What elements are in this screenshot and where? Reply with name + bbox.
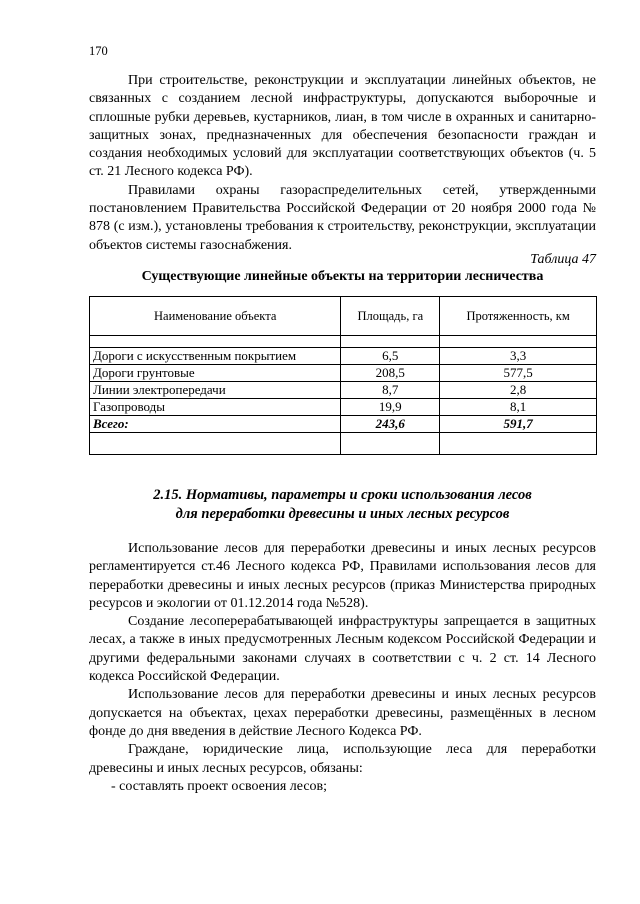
intro-text (89, 72, 596, 255)
paragraph: Граждане, юридические лица, использующие леса для переработки древесины и иных лесных ресурсов, обязаны: (89, 742, 596, 776)
column-header: Протяженность, км (440, 297, 597, 336)
length-cell: 3,3 (440, 348, 597, 365)
table-row (90, 399, 597, 416)
section-title-line: 2.15. Нормативы, параметры и сроки использования лесов (153, 487, 532, 503)
section-body (89, 540, 596, 796)
total-label-cell: Всего: (90, 416, 341, 433)
object-name-cell: Линии электропередачи (90, 382, 341, 399)
table-number-label: Таблица 47 (530, 252, 596, 267)
paragraph: Создание лесоперерабатывающей инфраструктуры запрещается в защитных лесах, а также в иных предусмотренных Лесным кодексом Российской Федерации и другими федеральными законами случаях в соответствии с ч. 2 ст. 14 Лесного кодекса Российской Федерации. (89, 614, 596, 685)
table-spacer-row (90, 336, 597, 348)
object-name-cell: Газопроводы (90, 399, 341, 416)
total-length-cell: 591,7 (440, 416, 597, 433)
area-cell: 19,9 (341, 399, 440, 416)
table-row (90, 382, 597, 399)
table-spacer-row (90, 433, 597, 455)
column-header: Наименование объекта (90, 297, 341, 336)
table-header-row (90, 297, 597, 336)
linear-objects-table (89, 296, 597, 455)
area-cell: 208,5 (341, 365, 440, 382)
table-total-row (90, 416, 597, 433)
area-cell: 8,7 (341, 382, 440, 399)
area-cell: 6,5 (341, 348, 440, 365)
total-area-cell: 243,6 (341, 416, 440, 433)
object-name-cell: Дороги грунтовые (90, 365, 341, 382)
object-name-cell: Дороги с искусственным покрытием (90, 348, 341, 365)
page-number: 170 (89, 44, 108, 58)
paragraph: Правилами охраны газораспределительных сетей, утвержденными постановлением Правительства Российской Федерации от 20 ноября 2000 года № 878 (с изм.), установлены требования к строительству, реконструкции, эксплуатации объектов системы газоснабжения. (89, 182, 596, 253)
list-item: - составлять проект освоения лесов; (111, 778, 328, 794)
length-cell: 2,8 (440, 382, 597, 399)
column-header: Площадь, га (341, 297, 440, 336)
section-heading (89, 486, 596, 524)
length-cell: 577,5 (440, 365, 597, 382)
section-title-line: для переработки древесины и иных лесных ресурсов (175, 506, 510, 522)
paragraph: Использование лесов для переработки древесины и иных лесных ресурсов допускается на объектах, цехах переработки древесины, размещённых в лесном фонде до дня введения в действие Лесного Кодекса РФ. (89, 687, 596, 739)
table-title: Существующие линейные объекты на территории лесничества (141, 269, 544, 284)
paragraph: Использование лесов для переработки древесины и иных лесных ресурсов регламентируется ст.46 Лесного кодекса РФ, Правилами использования лесов для переработки древесины и иных лесных ресурсов (приказ Министерства природных ресурсов и экологии от 01.12.2014 года №528). (89, 541, 596, 611)
length-cell: 8,1 (440, 399, 597, 416)
table-row (90, 365, 597, 382)
paragraph: При строительстве, реконструкции и эксплуатации линейных объектов, не связанных с созданием лесной инфраструктуры, допускаются выборочные и сплошные рубки деревьев, кустарников, лиан, в том числе в охранных и санитарно-защитных зонах, предназначенных для обеспечения безопасности граждан и создания необходимых условий для эксплуатации соответствующих объектов (ч. 5 ст. 21 Лесного кодекса РФ). (89, 73, 596, 180)
table-row (90, 348, 597, 365)
